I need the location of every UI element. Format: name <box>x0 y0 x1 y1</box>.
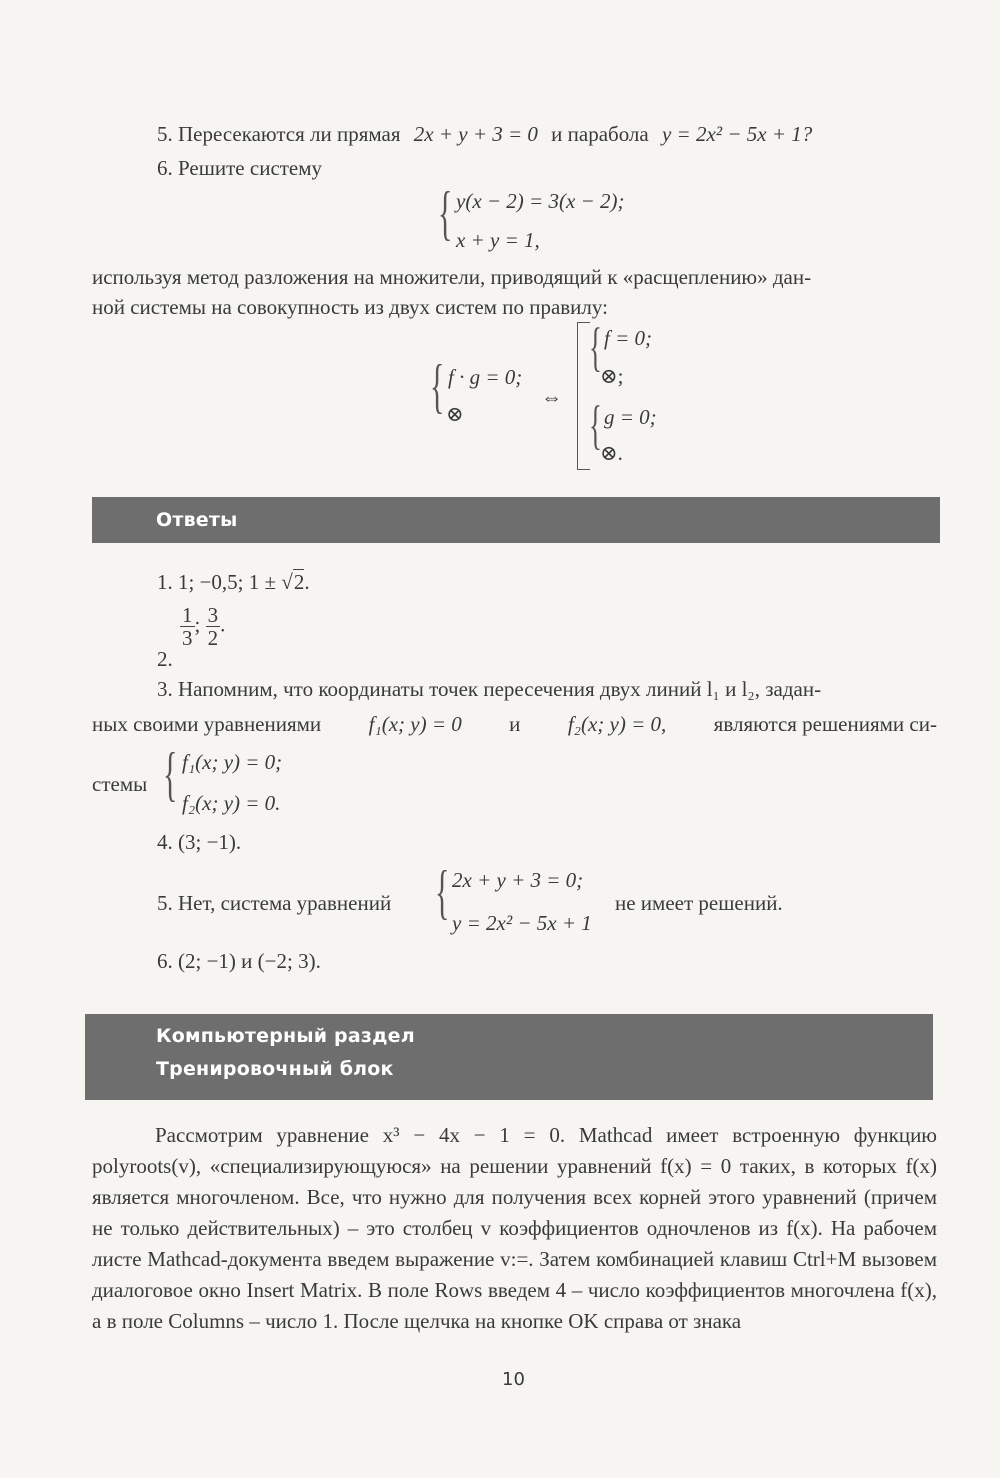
body-text: Рассмотрим уравнение x³ − 4x − 1 = 0. Mathcad имеет встроенную функцию polyroots(v), «специализирующуюся» на решении уравнений f(x) = 0 таких, в которых f(x) является многочленом. Все, что нужно для получения всех корней этого уравнений (причем не только действительных) – это столбец v коэффициентов одночленов из f(x). На рабочем листе Mathcad-документа введем выражение v:=. Затем комбинацией клавиш Ctrl+M вызовем диалоговое окно Insert Matrix. В поле Rows введем 4 – число коэффициентов многочлена f(x), а в поле Columns – число 1. После щелчка на кнопке OK справа от знака <box>92 1123 937 1333</box>
rule-right-3: g = 0; <box>604 405 657 429</box>
answer-3-text-b: являются решениями си- <box>713 712 937 736</box>
answer-1 <box>157 569 310 595</box>
system-equation-1: y(x − 2) = 3(x − 2); <box>456 189 625 213</box>
rule-right-2: ⊗; <box>600 364 624 388</box>
equivalence-arrow: ⇔ <box>541 385 562 409</box>
fraction-1-den: 3 <box>182 626 193 650</box>
system-brace: { <box>438 180 453 246</box>
fraction-2-den: 2 <box>207 626 219 650</box>
answer-3-line-2 <box>92 711 937 737</box>
rule-right-brace-1: { <box>589 317 602 377</box>
answers-header-bar <box>92 497 940 543</box>
rule-right-4: ⊗. <box>600 441 623 465</box>
rule-right-brace-2: { <box>589 395 602 455</box>
answer-1-end: . <box>304 570 310 594</box>
answer-3-text-a: ных своими уравнениями <box>92 712 322 736</box>
parabola-equation: y = 2x² − 5x + 1? <box>661 122 813 146</box>
answer-3-system-label: стемы <box>92 772 148 796</box>
rule-right-1: f = 0; <box>604 326 652 350</box>
answer-3-system-1: f₁(x; y) = 0; <box>182 750 283 774</box>
problem-5-and: и парабола <box>551 122 649 146</box>
answer-2-label: 2. <box>157 647 173 671</box>
fraction-1-num: 1 <box>182 603 193 627</box>
computer-section-header-bar <box>85 1014 933 1100</box>
sqrt-icon: √ <box>281 570 293 594</box>
problem-6: 6. Решите систему <box>157 156 323 180</box>
answer-3-system-2: f₂(x; y) = 0. <box>182 791 281 815</box>
rule-left-2: ⊗ <box>446 402 464 426</box>
rule-left-brace: { <box>430 353 445 419</box>
page-number: 10 <box>502 1369 525 1390</box>
method-line-2: ной системы на совокупность из двух систем по правилу: <box>92 295 608 319</box>
rule-left-1: f · g = 0; <box>448 365 523 389</box>
answer-5-equation-2: y = 2x² − 5x + 1 <box>452 911 592 935</box>
answer-6: 6. (2; −1) и (−2; 3). <box>157 949 321 973</box>
problem-5 <box>157 121 812 147</box>
answer-3-brace: { <box>163 741 178 807</box>
answer-3-line-1: 3. Напомним, что координаты точек пересечения двух линий l₁ и l₂, задан- <box>157 677 822 701</box>
fraction-2 <box>206 604 221 649</box>
answer-2 <box>180 604 225 649</box>
system-equation-2: x + y = 1, <box>456 228 540 252</box>
answer-5-brace: { <box>435 859 450 925</box>
answer-2-end: . <box>220 612 226 637</box>
answer-5-label: 5. Нет, система уравнений <box>157 891 392 915</box>
method-line-1: используя метод разложения на множители, приводящий к «расщеплению» дан- <box>92 265 812 289</box>
answer-4: 4. (3; −1). <box>157 830 242 854</box>
answer-2-sep: ; <box>194 612 201 637</box>
fraction-2-num: 3 <box>207 603 219 627</box>
answer-1-text: 1. 1; −0,5; 1 ± <box>157 570 277 594</box>
training-block-title: Тренировочный блок <box>156 1058 394 1080</box>
problem-5-text: 5. Пересекаются ли прямая <box>157 122 401 146</box>
answer-3-and: и <box>509 712 521 736</box>
fraction-1 <box>180 604 195 649</box>
answers-header: Ответы <box>156 509 238 531</box>
answer-3-f1: f₁(x; y) = 0 <box>368 712 462 736</box>
computer-section-title: Компьютерный раздел <box>156 1025 415 1047</box>
answer-1-radicand: 2 <box>293 570 305 594</box>
answer-5-end: не имеет решений. <box>615 891 783 915</box>
answer-3-f2: f₂(x; y) = 0, <box>567 712 667 736</box>
answer-5-equation-1: 2x + y + 3 = 0; <box>452 868 584 892</box>
body-paragraph <box>92 1120 937 1337</box>
line-equation: 2x + y + 3 = 0 <box>413 122 538 146</box>
